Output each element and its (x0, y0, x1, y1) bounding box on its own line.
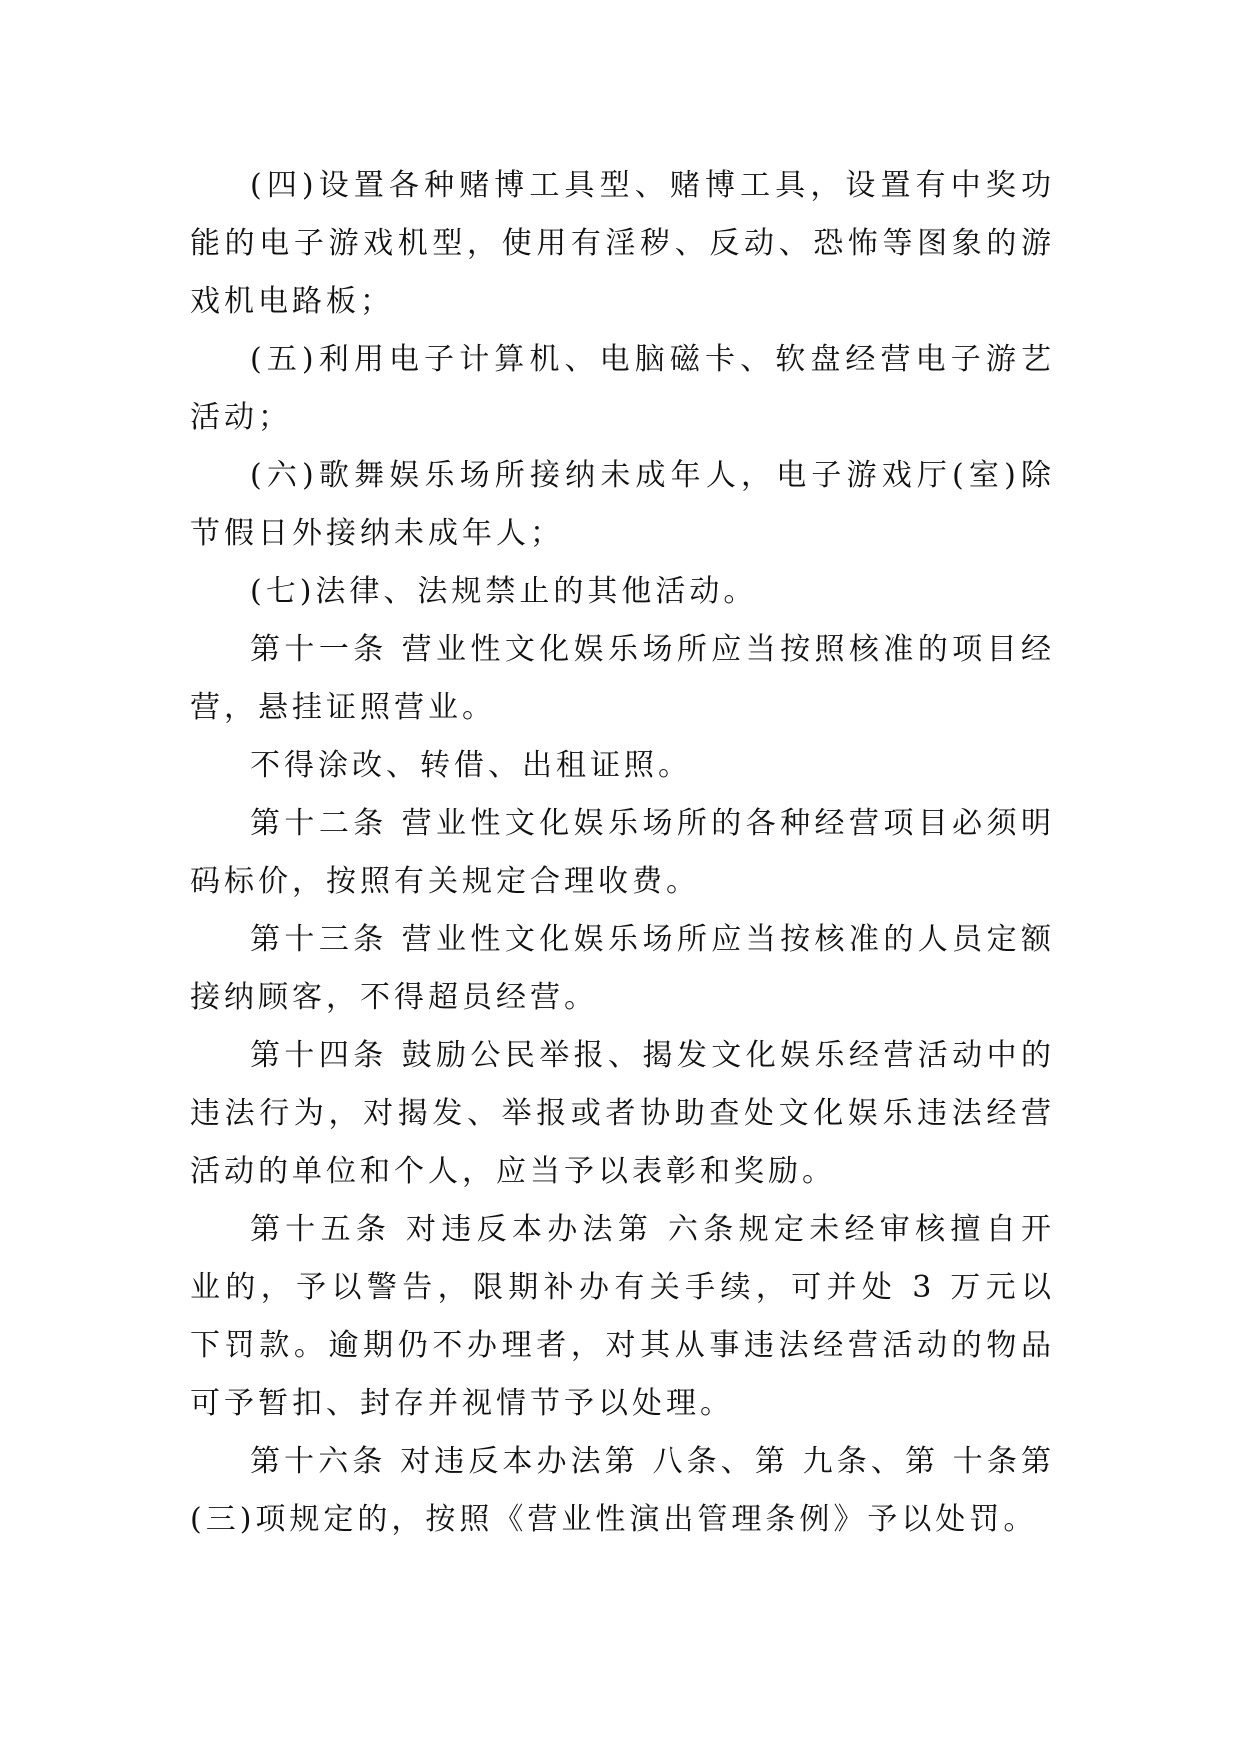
paragraph-item-5: (五)利用电子计算机、电脑磁卡、软盘经营电子游艺活动； (190, 342, 1055, 435)
article-11: 第十一条 营业性文化娱乐场所应当按照核准的项目经营，悬挂证照营业。 (190, 632, 1055, 725)
article-12: 第十二条 营业性文化娱乐场所的各种经营项目必须明码标价，按照有关规定合理收费。 (190, 806, 1055, 899)
article-11-clause: 不得涂改、转借、出租证照。 (250, 748, 692, 783)
article-15: 第十五条 对违反本办法第 六条规定未经审核擅自开业的，予以警告，限期补办有关手续，可并处 3 万元以下罚款。逾期仍不办理者，对其从事违法经营活动的物品可予暂扣、封存并视情节予以处理。 (190, 1212, 1055, 1421)
article-13: 第十三条 营业性文化娱乐场所应当按核准的人员定额接纳顾客，不得超员经营。 (190, 922, 1055, 1015)
paragraph-item-7: (七)法律、法规禁止的其他活动。 (250, 574, 758, 609)
paragraph-item-4: (四)设置各种赌博工具型、赌博工具，设置有中奖功能的电子游戏机型，使用有淫秽、反动、恐怖等图象的游戏机电路板； (190, 168, 1055, 319)
article-16: 第十六条 对违反本办法第 八条、第 九条、第 十条第(三)项规定的，按照《营业性演出管理条例》予以处罚。 (190, 1444, 1055, 1537)
paragraph-item-6: (六)歌舞娱乐场所接纳未成年人，电子游戏厅(室)除节假日外接纳未成年人； (190, 458, 1055, 551)
article-14: 第十四条 鼓励公民举报、揭发文化娱乐经营活动中的违法行为，对揭发、举报或者协助查处文化娱乐违法经营活动的单位和个人，应当予以表彰和奖励。 (190, 1038, 1055, 1189)
document-body (190, 157, 1055, 1549)
